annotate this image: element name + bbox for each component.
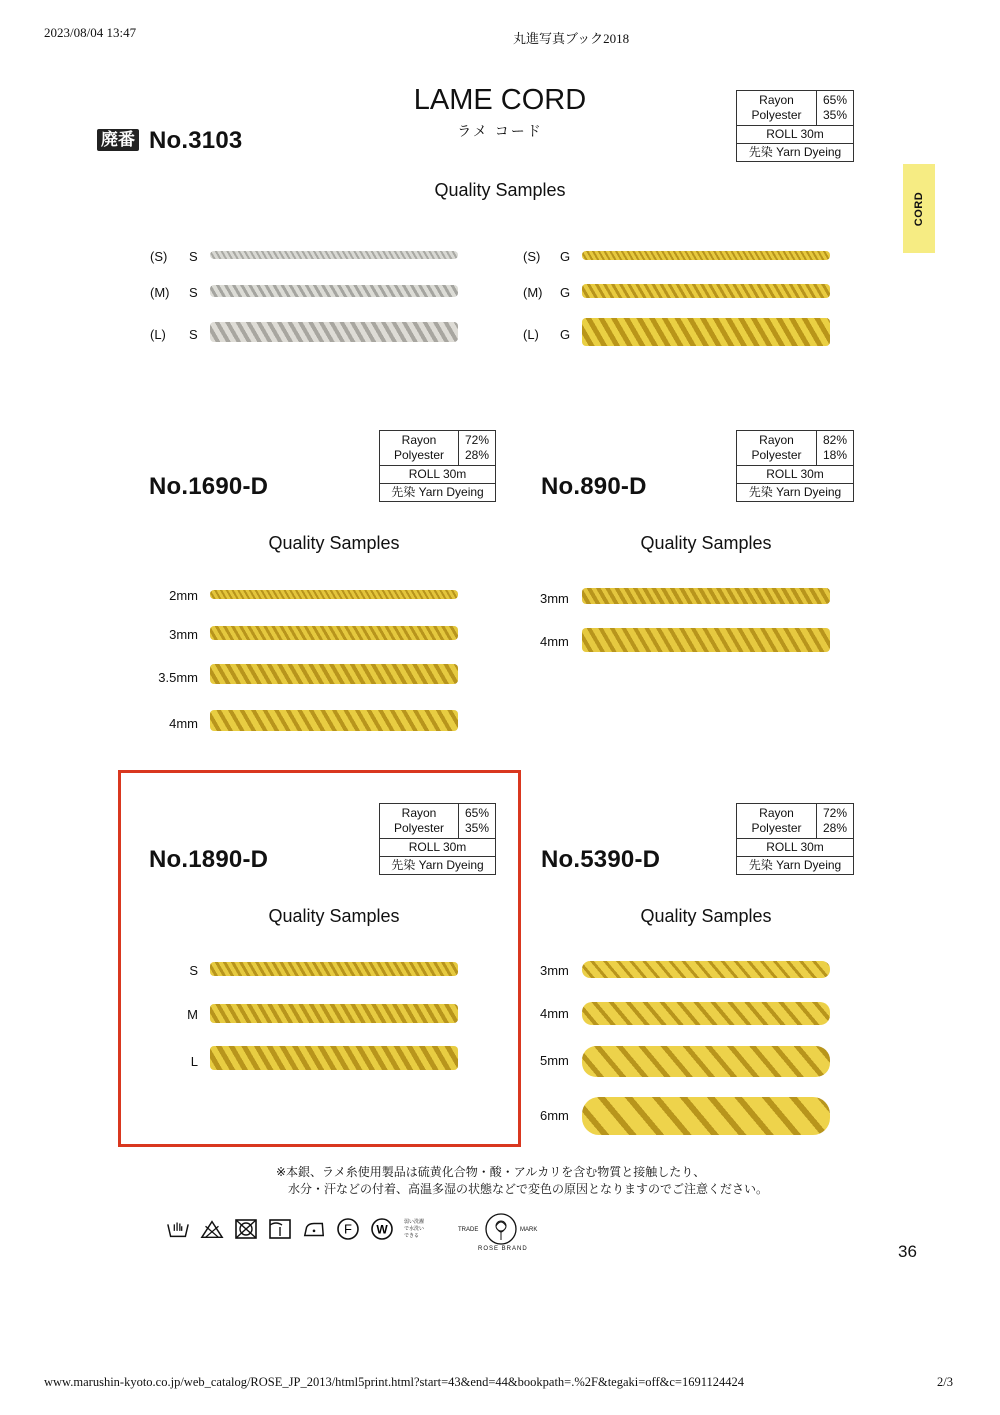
product-number-890d: No.890-D <box>541 473 647 500</box>
cord-sample-3mm <box>582 961 830 978</box>
no-bleach-icon <box>200 1218 224 1240</box>
sample-color-code: S <box>189 249 198 264</box>
quality-samples-heading-1690d: Quality Samples <box>268 533 400 553</box>
spec-table-1890d: Rayon Polyester 65% 35% ROLL 30m 先染 Yarn Dyeing <box>379 803 496 875</box>
low-iron-icon <box>302 1218 326 1240</box>
wet-clean-w-glyph: W <box>376 1222 388 1237</box>
sample-size-label: 3mm <box>169 627 198 642</box>
wet-clean-w-icon <box>370 1218 394 1240</box>
sample-size-label: 3mm <box>540 963 569 978</box>
brand-mark: MARK <box>520 1227 538 1233</box>
cord-sample-silver-l <box>210 322 458 342</box>
sample-size-label: (M) <box>150 285 170 300</box>
cord-sample-s <box>210 962 458 976</box>
sample-color-code: G <box>560 327 571 342</box>
spec-table-1690d: Rayon Polyester 72% 28% ROLL 30m 先染 Yarn Dyeing <box>379 430 496 502</box>
cord-sample-gold-m <box>582 284 830 298</box>
cord-sample-4mm <box>582 628 830 652</box>
sample-size-label: 4mm <box>540 1006 569 1021</box>
cord-sample-gold-s <box>582 251 830 260</box>
product-number-5390d: No.5390-D <box>541 846 661 873</box>
discontinued-badge: 廃番 <box>97 129 139 151</box>
sample-size-label: L <box>190 1054 198 1069</box>
cord-sample-3mm <box>210 626 458 640</box>
category-tab-label: CORD <box>913 191 925 226</box>
cord-sample-4mm <box>210 710 458 731</box>
sample-size-label: 3.5mm <box>158 670 198 685</box>
product-number-1690d: No.1690-D <box>149 473 269 500</box>
sample-size-label: M <box>187 1007 198 1022</box>
cord-sample-gold-l <box>582 318 830 346</box>
care-note-line-1: ※本銀、ラメ糸使用製品は硫黄化合物・酸・アルカリを含む物質と接触したり、 <box>276 1165 706 1179</box>
sample-size-label: 4mm <box>540 634 569 649</box>
quality-samples-heading-3103: Quality Samples <box>434 180 566 200</box>
cord-sample-5mm <box>582 1046 830 1077</box>
cord-sample-m <box>210 1004 458 1023</box>
spec-table-3103: Rayon Polyester 65% 35% ROLL 30m 先染 Yarn Dyeing <box>736 90 854 162</box>
rose-emblem-icon <box>484 1212 518 1246</box>
cord-sample-6mm <box>582 1097 830 1135</box>
category-tab <box>903 164 935 253</box>
cord-sample-silver-s <box>210 251 458 259</box>
cord-sample-2mm <box>210 590 458 599</box>
brand-name: ROSE BRAND <box>478 1246 528 1252</box>
rose-brand-logo <box>458 1210 543 1258</box>
sample-size-label: (L) <box>150 327 166 342</box>
page-title: LAME CORD <box>413 84 587 116</box>
sample-size-label: (M) <box>523 285 543 300</box>
sample-size-label: S <box>189 963 198 978</box>
cord-sample-3mm <box>582 588 830 604</box>
dry-clean-f-glyph: F <box>344 1221 352 1237</box>
product-number-3103: No.3103 <box>149 127 243 154</box>
spec-table-5390d: Rayon Polyester 72% 28% ROLL 30m 先染 Yarn Dyeing <box>736 803 854 875</box>
sample-size-label: 3mm <box>540 591 569 606</box>
cord-sample-4mm <box>582 1002 830 1025</box>
footer-url[interactable]: www.marushin-kyoto.co.jp/web_catalog/ROSE_JP_2013/html5print.html?start=43&end=44&bookpath=.%2F&tegaki=off&c=1691124424 <box>44 1375 744 1389</box>
care-note-line-2: 水分・汗などの付着、高温多湿の状態などで変色の原因となりますのでご注意ください。 <box>288 1182 769 1196</box>
spec-table-890d: Rayon Polyester 82% 18% ROLL 30m 先染 Yarn Dyeing <box>736 430 854 502</box>
sample-size-label: (S) <box>150 249 168 264</box>
sample-size-label: 4mm <box>169 716 198 731</box>
hand-wash-icon <box>166 1218 190 1240</box>
sample-color-code: S <box>189 327 198 342</box>
sample-size-label: (L) <box>523 327 539 342</box>
book-title: 丸進写真ブック2018 <box>513 31 630 46</box>
print-datetime: 2023/08/04 13:47 <box>44 25 137 40</box>
cord-sample-l <box>210 1046 458 1070</box>
cord-sample-3-5mm <box>210 664 458 684</box>
sample-size-label: 6mm <box>540 1108 569 1123</box>
no-tumble-dry-icon <box>234 1218 258 1240</box>
quality-samples-heading-1890d: Quality Samples <box>268 906 400 926</box>
sample-size-label: (S) <box>523 249 541 264</box>
quality-samples-heading-5390d: Quality Samples <box>640 906 772 926</box>
sample-color-code: G <box>560 249 571 264</box>
page-number: 36 <box>898 1242 917 1261</box>
sample-size-label: 2mm <box>169 588 198 603</box>
sample-size-label: 5mm <box>540 1053 569 1068</box>
dry-clean-f-icon <box>336 1218 360 1240</box>
sample-color-code: S <box>189 285 198 300</box>
line-dry-icon <box>268 1218 292 1240</box>
footer-page-count: 2/3 <box>937 1375 953 1389</box>
cord-sample-silver-m <box>210 285 458 297</box>
brand-trade: TRADE <box>458 1227 479 1233</box>
quality-samples-heading-890d: Quality Samples <box>640 533 772 553</box>
page-subtitle: ラメ コード <box>457 123 543 139</box>
wet-clean-note: 弱い洗濯で水洗いできる <box>404 1218 425 1239</box>
sample-color-code: G <box>560 285 571 300</box>
care-symbols <box>166 1218 426 1240</box>
product-number-1890d: No.1890-D <box>149 846 269 873</box>
